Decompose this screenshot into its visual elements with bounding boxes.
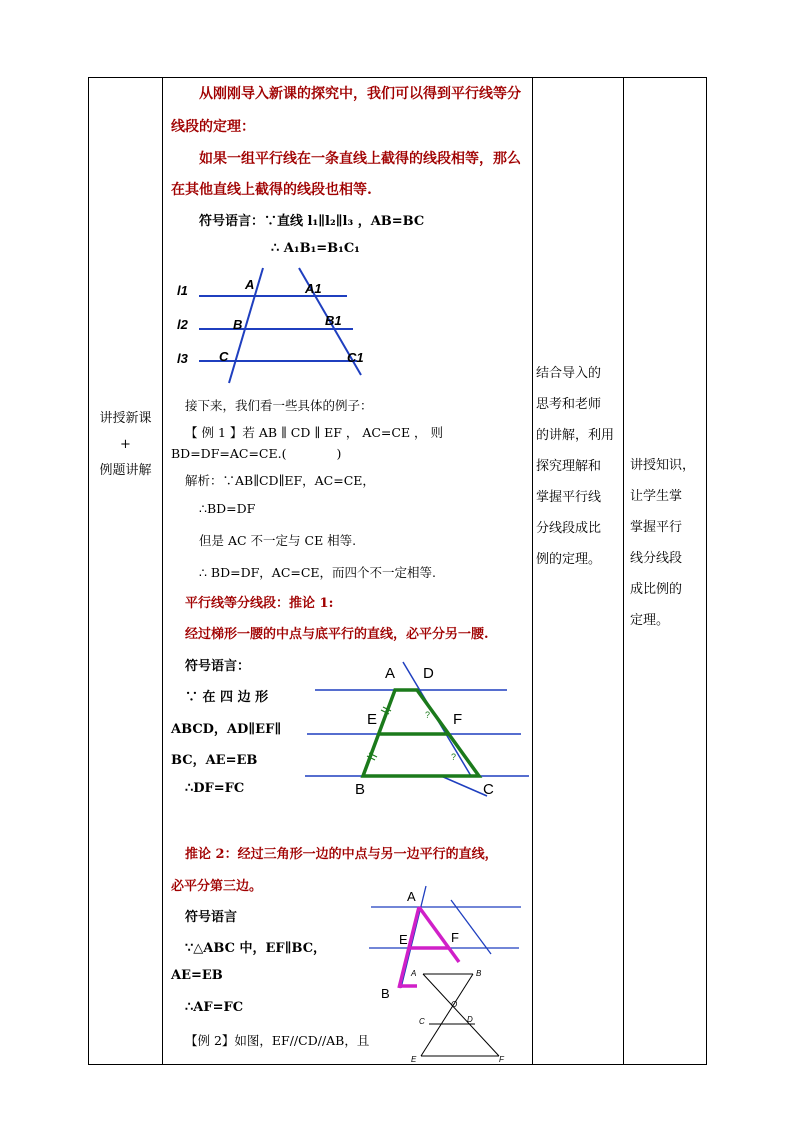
trap-label-F: F [453, 711, 463, 728]
label-A: A [245, 277, 255, 292]
label-l3: l3 [177, 351, 188, 366]
student-activity-cell [533, 78, 624, 1065]
student-activity-text [536, 358, 624, 575]
hg-label-E: E [411, 1055, 417, 1064]
design-intent-text [630, 450, 706, 636]
corollary1-title: 平行线等分线段：推论 1: [185, 596, 334, 611]
intent-line: 掌握平行 [630, 520, 683, 535]
analysis-line1: 解析：∵AB∥CD∥EF，AC=CE， [185, 473, 375, 488]
intent-line: 成比例的 [630, 582, 683, 597]
figure-trapezoid [303, 656, 533, 801]
student-line: 分线段成比 [536, 521, 602, 536]
student-line: 例的定理。 [536, 552, 602, 567]
example2-line1: 【例 2】如图，EF//CD//AB，且 [185, 1033, 370, 1048]
symbol-language-1: 符号语言：∵直线 l₁∥l₂∥l₃ ，AB=BC [199, 214, 425, 229]
hg-label-F: F [499, 1055, 504, 1064]
trap-q2: ? [451, 752, 457, 762]
stage-line1: 讲授新课 [99, 411, 152, 426]
tri-label-F: F [451, 930, 459, 945]
stage-label [89, 406, 162, 484]
theorem-line2: 在其他直线上截得的线段也相等. [171, 182, 372, 198]
student-line: 探究理解和 [536, 459, 602, 474]
figure-hourglass [409, 966, 529, 1064]
trap-label-A: A [385, 665, 396, 682]
figure-parallel-lines [171, 263, 371, 388]
corollary1-s4: ∴DF=FC [185, 781, 245, 796]
trap-label-E: E [367, 711, 378, 728]
analysis-line3: 但是 AC 不一定与 CE 相等. [199, 533, 357, 548]
tri-label-A: A [407, 889, 416, 904]
hg-label-O: O [451, 1000, 458, 1009]
corollary2-s2: AE=EB [171, 968, 223, 983]
main-content-cell [163, 78, 533, 1065]
corollary1-s1: ∵ 在 四 边 形 [185, 690, 269, 705]
intent-line: 让学生掌 [630, 489, 683, 504]
label-l2: l2 [177, 317, 188, 332]
tri-label-E: E [399, 932, 408, 947]
label-C: C [219, 349, 229, 364]
theorem-intro-line1: 从刚刚导入新课的探究中，我们可以得到平行线等分 [199, 86, 521, 102]
stage-line3: 例题讲解 [99, 463, 152, 478]
next-examples: 接下来，我们看一些具体的例子： [185, 398, 373, 413]
corollary1-symbol: 符号语言： [185, 659, 251, 674]
hg-label-A: A [411, 969, 417, 978]
label-C1: C1 [347, 350, 364, 365]
tri-label-B: B [381, 986, 390, 998]
label-B: B [233, 317, 243, 332]
corollary2-symbol: 符号语言 [185, 910, 238, 925]
analysis-line2: ∴BD=DF [199, 501, 256, 516]
hg-label-B: B [476, 969, 482, 978]
hg-label-C: C [419, 1017, 425, 1026]
student-line: 思考和老师 [536, 397, 602, 412]
corollary2-line1: 推论 2：经过三角形一边的中点与另一边平行的直线， [185, 847, 498, 862]
theorem-line1: 如果一组平行线在一条直线上截得的线段相等，那么 [199, 151, 521, 167]
symbol-language-2: ∴ A₁B₁=B₁C₁ [271, 241, 360, 256]
label-B1: B1 [325, 313, 342, 328]
stage-line2: + [120, 437, 131, 452]
hg-label-D: D [467, 1015, 473, 1024]
label-l1: l1 [177, 283, 188, 298]
corollary2-s3: ∴AF=FC [185, 1000, 244, 1015]
student-line: 结合导入的 [536, 366, 602, 381]
theorem-intro-line2: 线段的定理： [171, 119, 255, 135]
analysis-line4: ∴ BD=DF，AC=CE，而四个不一定相等. [199, 565, 437, 580]
student-line: 掌握平行线 [536, 490, 602, 505]
intent-line: 线分线段 [630, 551, 683, 566]
corollary1-text: 经过梯形一腰的中点与底平行的直线，必平分另一腰. [185, 627, 489, 642]
corollary2-line2: 必平分第三边。 [171, 879, 263, 894]
stage-cell [89, 78, 163, 1065]
student-line: 的讲解，利用 [536, 428, 615, 443]
example1-line2: BD=DF=AC=CE.( ) [171, 446, 342, 461]
example1-line1: 【 例 1 】若 AB ∥ CD ∥ EF ， AC=CE ， 则 [185, 425, 444, 440]
corollary1-s3: BC，AE=EB [171, 753, 258, 768]
lesson-table [88, 77, 707, 1065]
trap-q1: ? [425, 710, 431, 720]
intent-line: 讲授知识， [630, 458, 696, 473]
intent-line: 定理。 [630, 613, 670, 628]
corollary1-s2: ABCD，AD∥EF∥ [171, 722, 282, 737]
trap-label-D: D [423, 665, 434, 682]
design-intent-cell [624, 78, 707, 1065]
trap-label-B: B [355, 781, 366, 798]
trap-label-C: C [483, 781, 494, 798]
label-A1: A1 [305, 281, 322, 296]
corollary2-s1: ∵△ABC 中，EF∥BC， [185, 941, 327, 956]
